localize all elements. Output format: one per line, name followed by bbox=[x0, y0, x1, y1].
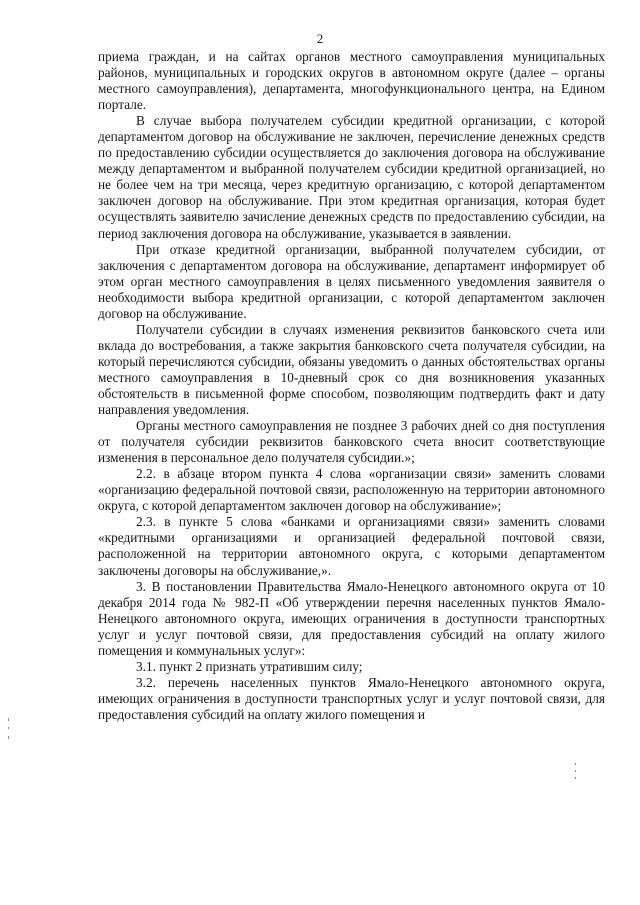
page-number: 2 bbox=[316, 31, 324, 46]
paragraph: 2.2. в абзаце втором пункта 4 слова «организации связи» заменить словами «организацию федеральной почтовой связи, расположенную на территории автономного округа, с которой департаментом заключен договор на обслуживание»; bbox=[98, 466, 605, 514]
paragraph: Получатели субсидии в случаях изменения реквизитов банковского счета или вклада до востребования, а также закрытия банковского счета получателя субсидии, на который перечисляются субсидии, обязаны уведомить о данных обстоятельствах органы местного самоуправления в 10-дневный срок со дня возникновения указанных обстоятельств в письменной форме способом, позволяющим подтвердить факт и дату направления уведомления. bbox=[98, 321, 605, 418]
paragraph: 3.1. пункт 2 признать утратившим силу; bbox=[136, 658, 363, 674]
scan-mark-left bbox=[8, 727, 9, 729]
paragraph: 3. В постановлении Правительства Ямало-Ненецкого автономного округа от 10 декабря 2014 года № 982-П «Об утверждении перечня населенных пунктов Ямало-Ненецкого автономного округа, имеющих ограничения в доступности транспортных услуг и услуг почтовой связи, для предоставления субсидий на оплату жилого помещения и коммунальных услуг»: bbox=[98, 578, 605, 658]
scan-mark-right bbox=[575, 763, 576, 765]
paragraph: При отказе кредитной организации, выбранной получателем субсидии, от заключения с департаментом договора на обслуживание, департамент информирует об этом орган местного самоуправления в целях письменного уведомления заявителя о необходимости выбора кредитной организации, с которой департаментом заключен договор на обслуживание. bbox=[98, 241, 605, 321]
paragraph: 3.2. перечень населенных пунктов Ямало-Ненецкого автономного округа, имеющих ограничения в доступности транспортных услуг и услуг почтовой связи, для предоставления субсидий на оплату жилого помещения и bbox=[98, 674, 605, 722]
scan-mark-right bbox=[575, 770, 576, 772]
scan-mark-right bbox=[575, 777, 576, 779]
scan-mark-left bbox=[8, 736, 9, 739]
paragraph: В случае выбора получателем субсидии кредитной организации, с которой департаментом договор на обслуживание не заключен, перечисление денежных средств по предоставлению субсидии осуществляется до заключения договора на обслуживание между департаментом и выбранной получателем субсидии кредитной организацией, но не более чем на три месяца, через кредитную организацию, с которой департаментом заключен договор на обслуживание. При этом кредитная организация, которая будет осуществлять заявителю зачисление денежных средств по предоставлению субсидии, на период заключения договора на обслуживание, указывается в заявлении. bbox=[98, 113, 605, 241]
document-body bbox=[98, 49, 605, 723]
paragraph: 2.3. в пункте 5 слова «банками и организациями связи» заменить словами «кредитными организациями и организацией федеральной почтовой связи, расположенной на территории автономного округа, с которыми департаментом заключены договоры на обслуживание,». bbox=[98, 514, 605, 578]
paragraph-continuation: приема граждан, и на сайтах органов местного самоуправления муниципальных районов, муниципальных и городских округов в автономном округе (далее – органы местного самоуправления), департамента, многофункционального центра, на Едином портале. bbox=[98, 49, 605, 113]
scan-mark-left bbox=[8, 718, 9, 721]
paragraph: Органы местного самоуправления не позднее 3 рабочих дней со дня поступления от получателя субсидии реквизитов банковского счета вносит соответствующие изменения в персональное дело получателя субсидии.»; bbox=[98, 418, 605, 466]
